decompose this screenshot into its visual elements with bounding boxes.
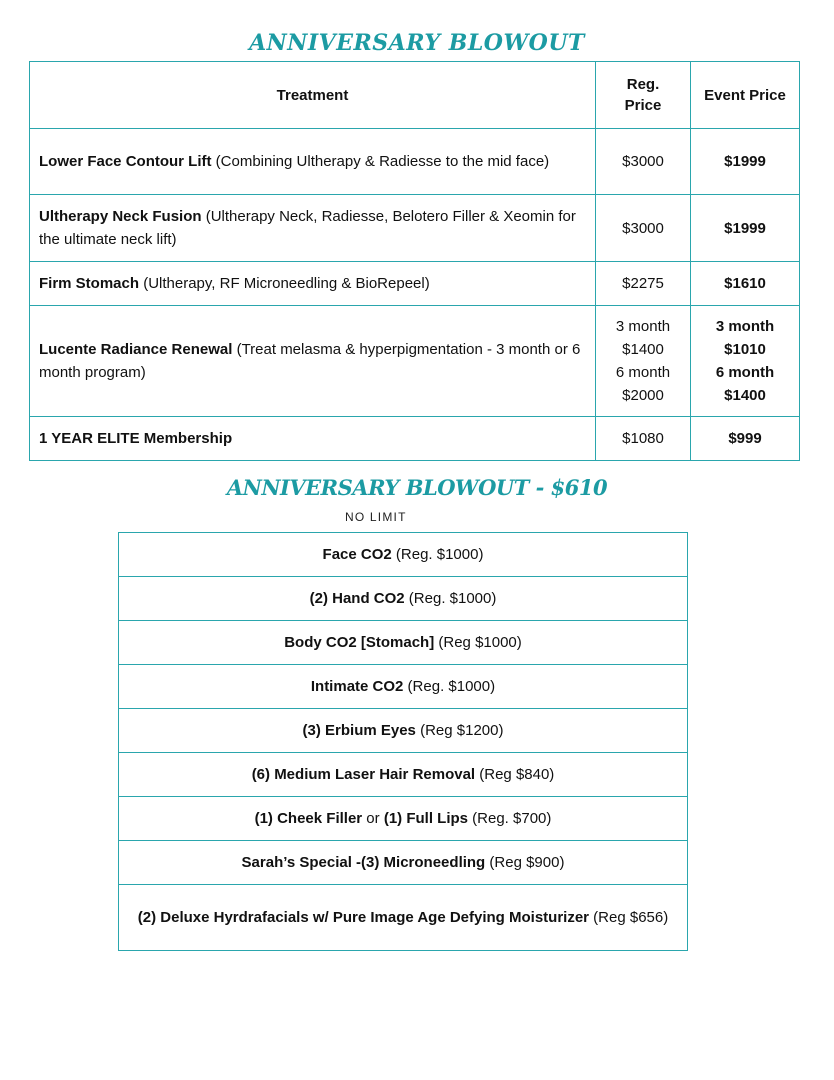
list-item [119, 841, 688, 885]
table-row [30, 129, 800, 195]
item-name-alt: (1) Full Lips [383, 809, 468, 827]
reg-option-label: 3 month [615, 318, 671, 335]
reg-price-cell: $3000 [596, 129, 691, 195]
event-price-cell: $1999 [691, 129, 800, 195]
list-item-cell [119, 753, 688, 797]
event-price-cell [691, 306, 800, 417]
table-row [30, 417, 800, 461]
treatment-cell [30, 195, 596, 262]
reg-price-cell: $1080 [596, 417, 691, 461]
list-item [119, 709, 688, 753]
list-item-cell [119, 797, 688, 841]
item-connector: or [362, 809, 384, 827]
table-row [30, 306, 800, 417]
item-regular-price: (Reg $900) [485, 853, 565, 871]
event-option-price: $1010 [724, 341, 766, 358]
table-row [30, 262, 800, 306]
treatment-detail: (Ultherapy, RF Microneedling & BioRepeel) [139, 275, 430, 292]
list-item [119, 577, 688, 621]
no-limit-note: NO LIMIT [345, 510, 407, 524]
treatment-name: Lucente Radiance Renewal [39, 341, 233, 358]
treatment-cell [30, 129, 596, 195]
list-item-cell [119, 665, 688, 709]
list-item-cell [119, 841, 688, 885]
treatment-detail: (Combining Ultherapy & Radiesse to the mid face) [211, 153, 550, 170]
treatment-name: Lower Face Contour Lift [39, 153, 212, 170]
treatment-detail: (Treat melasma & hyperpigmentation - 3 month or 6 month program) [39, 341, 581, 381]
item-name: Intimate CO2 [310, 677, 404, 695]
treatment-name: Ultherapy Neck Fusion [39, 208, 202, 225]
reg-option-price: $1400 [622, 341, 664, 358]
list-item-cell [119, 533, 688, 577]
event-option-price: $1400 [724, 387, 766, 404]
event-price-cell: $1999 [691, 195, 800, 262]
list-item [119, 533, 688, 577]
list-item [119, 797, 688, 841]
event-option-label: 3 month [715, 318, 775, 335]
reg-option-label: 6 month [615, 364, 671, 381]
item-regular-price: (Reg $1200) [415, 721, 504, 739]
list-item [119, 753, 688, 797]
item-regular-price: (Reg. $1000) [404, 589, 497, 607]
item-name: (3) Erbium Eyes [302, 721, 416, 739]
header-event-price: Event Price [691, 62, 800, 129]
header-reg-price [596, 62, 691, 129]
item-regular-price: (Reg $840) [475, 765, 555, 783]
list-item-cell [119, 885, 688, 951]
reg-price-cell: $3000 [596, 195, 691, 262]
header-treatment: Treatment [30, 62, 596, 129]
list-item [119, 621, 688, 665]
page-title: ANNIVERSARY BLOWOUT [249, 30, 585, 56]
reg-price-cell: $2275 [596, 262, 691, 306]
item-regular-price: (Reg $656) [589, 908, 669, 926]
item-name: (1) Cheek Filler [254, 809, 363, 827]
list-item [119, 665, 688, 709]
reg-price-cell [596, 306, 691, 417]
list-item-cell [119, 621, 688, 665]
item-regular-price: (Reg. $1000) [403, 677, 496, 695]
list-item-cell [119, 577, 688, 621]
section-title: ANNIVERSARY BLOWOUT - $610 [226, 475, 608, 500]
header-reg-line1: Reg. [626, 76, 660, 93]
event-price-cell: $999 [691, 417, 800, 461]
treatment-cell [30, 306, 596, 417]
item-regular-price: (Reg $1000) [434, 633, 522, 651]
treatment-name: 1 YEAR ELITE Membership [39, 430, 233, 447]
table-row [30, 195, 800, 262]
blowout-list-table [118, 532, 688, 951]
treatment-detail: (Ultherapy Neck, Radiesse, Belotero Filler & Xeomin for the ultimate neck lift) [39, 208, 576, 248]
event-option-label: 6 month [715, 364, 775, 381]
event-price-cell: $1610 [691, 262, 800, 306]
treatment-name: Firm Stomach [39, 275, 140, 292]
item-name: (6) Medium Laser Hair Removal [251, 765, 476, 783]
item-regular-price: (Reg. $700) [468, 809, 552, 827]
reg-option-price: $2000 [622, 387, 664, 404]
item-name: Sarah’s Special -(3) Microneedling [241, 853, 486, 871]
table-header-row [30, 62, 800, 129]
treatment-cell [30, 417, 596, 461]
list-item [119, 885, 688, 951]
treatment-cell [30, 262, 596, 306]
item-name: (2) Deluxe Hyrdrafacials w/ Pure Image Age Defying Moisturizer [137, 908, 590, 926]
list-item-cell [119, 709, 688, 753]
item-regular-price: (Reg. $1000) [391, 545, 484, 563]
header-reg-line2: Price [624, 97, 662, 114]
item-name: (2) Hand CO2 [309, 589, 405, 607]
item-name: Face CO2 [322, 545, 392, 563]
item-name: Body CO2 [Stomach] [284, 633, 435, 651]
treatment-price-table [29, 61, 800, 461]
